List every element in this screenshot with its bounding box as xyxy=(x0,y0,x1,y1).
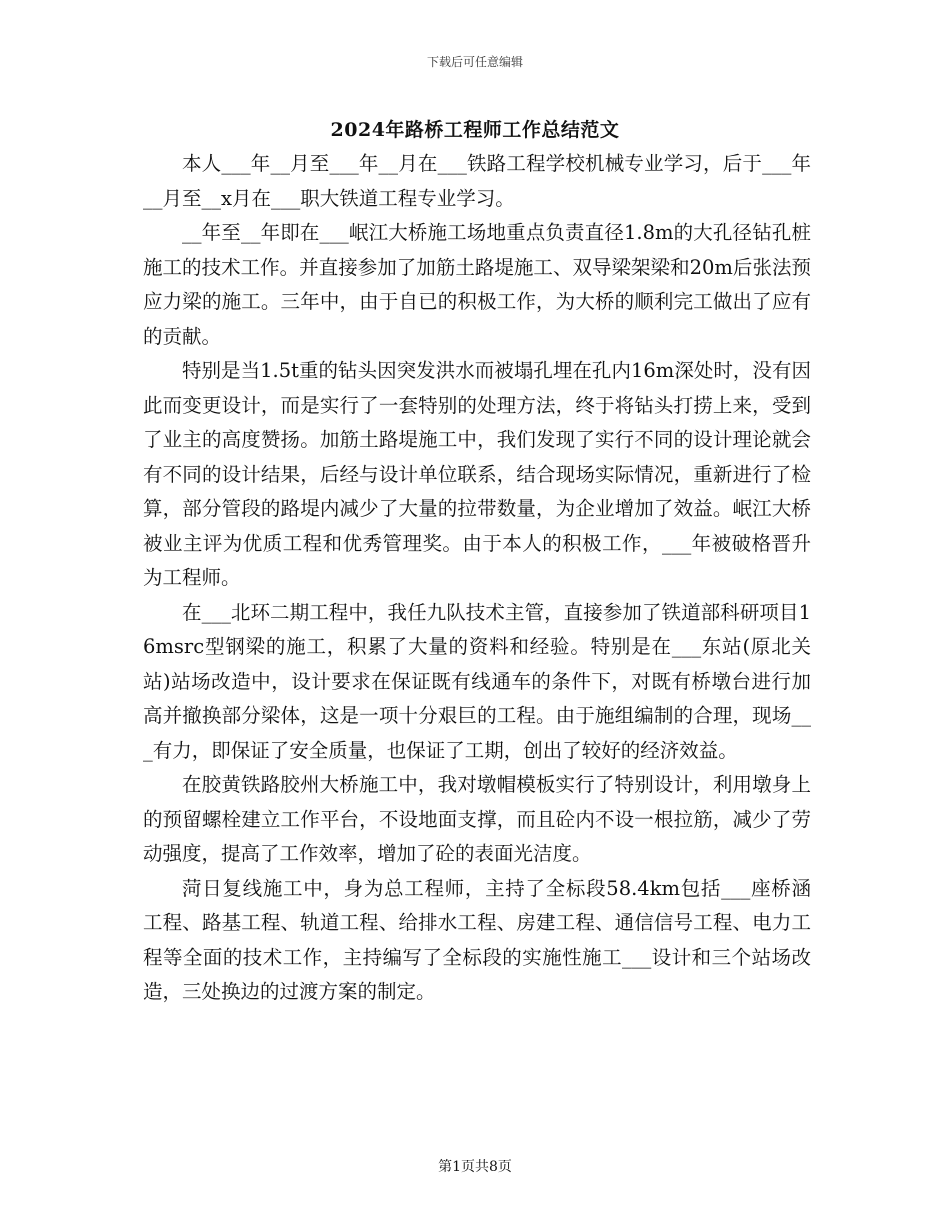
paragraph: 特别是当1.5t重的钻头因突发洪水而被塌孔埋在孔内16m深处时，没有因此而变更设计，而是实行了一套特别的处理方法，终于将钻头打捞上来，受到了业主的高度赞扬。加筋土路堤施工中，我们发现了实行不同的设计理论就会有不同的设计结果，后经与设计单位联系，结合现场实际情况，重新进行了检算，部分管段的路堤内减少了大量的拉带数量，为企业增加了效益。岷江大桥被业主评为优质工程和优秀管理奖。由于本人的积极工作，___年被破格晋升为工程师。 xyxy=(143,359,811,589)
paragraph: 在胶黄铁路胶州大桥施工中，我对墩帽模板实行了特别设计，利用墩身上的预留螺栓建立工作平台，不设地面支撑，而且砼内不设一根拉筋，减少了劳动强度，提高了工作效率，增加了砼的表面光洁度。 xyxy=(143,773,811,865)
paragraph: __年至__年即在___岷江大桥施工场地重点负责直径1.8m的大孔径钻孔桩施工的技术工作。并直接参加了加筋土路堤施工、双导梁架梁和20m后张法预应力梁的施工。三年中，由于自已的积极工作，为大桥的顺利完工做出了应有的贡献。 xyxy=(143,221,811,348)
document-body xyxy=(143,147,811,1010)
paragraph: 本人___年__月至___年__月在___铁路工程学校机械专业学习，后于___年__月至__x月在___职大铁道工程专业学习。 xyxy=(143,152,811,210)
document-title: 2024年路桥工程师工作总结范文 xyxy=(330,119,620,141)
paragraph: 菏日复线施工中，身为总工程师，主持了全标段58.4km包括___座桥涵工程、路基工程、轨道工程、给排水工程、房建工程、通信信号工程、电力工程等全面的技术工作，主持编写了全标段的实施性施工___设计和三个站场改造，三处换边的过渡方案的制定。 xyxy=(143,876,811,1003)
page-number: 第1页共8页 xyxy=(438,1159,512,1175)
header-note: 下载后可任意编辑 xyxy=(426,55,523,69)
paragraph: 在___北环二期工程中，我任九队技术主管，直接参加了铁道部科研项目16msrc型钢梁的施工，积累了大量的资料和经验。特别是在___东站(原北关站)站场改造中，设计要求在保证既有线通车的条件下，对既有桥墩台进行加高并撤换部分梁体，这是一项十分艰巨的工程。由于施组编制的合理，现场___有力，即保证了安全质量，也保证了工期，创出了较好的经济效益。 xyxy=(143,600,811,762)
